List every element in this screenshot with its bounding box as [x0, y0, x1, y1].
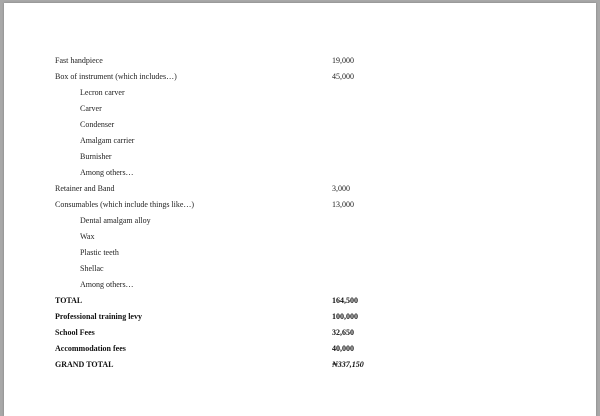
list-item — [4, 101, 596, 117]
total-amount: 164,500 — [332, 296, 358, 305]
list-item — [4, 213, 596, 229]
total-row — [4, 325, 596, 341]
item-label: Box of instrument (which includes…) — [55, 72, 177, 81]
grand-total-amount: ₦337,150 — [332, 360, 364, 369]
item-label: Consumables (which include things like…) — [55, 200, 195, 209]
list-item — [4, 165, 596, 181]
total-amount: 32,650 — [332, 328, 354, 337]
item-label: Retainer and Band — [55, 184, 115, 193]
list-item — [4, 85, 596, 101]
grand-total-row — [4, 357, 596, 373]
list-item — [4, 133, 596, 149]
item-label: Fast handpiece — [55, 56, 103, 65]
item-label: Wax — [80, 232, 95, 241]
item-label: Dental amalgam alloy — [80, 216, 151, 225]
item-amount: 45,000 — [332, 72, 354, 81]
item-label: Among others… — [80, 168, 134, 177]
item-amount: 3,000 — [332, 184, 350, 193]
total-label: Professional training levy — [55, 312, 142, 321]
total-row — [4, 309, 596, 325]
item-label: Plastic teeth — [80, 248, 119, 257]
item-label: Shellac — [80, 264, 104, 273]
item-label: Condenser — [80, 120, 115, 129]
item-label: Amalgam carrier — [80, 136, 135, 145]
item-label: Lecron carver — [80, 88, 125, 97]
item-label: Among others… — [80, 280, 134, 289]
item-amount: 13,000 — [332, 200, 354, 209]
total-label: School Fees — [55, 328, 95, 337]
list-item — [4, 149, 596, 165]
list-item — [4, 261, 596, 277]
list-item — [4, 197, 596, 213]
document-page — [4, 3, 596, 416]
list-item — [4, 53, 596, 69]
list-item — [4, 245, 596, 261]
total-row — [4, 293, 596, 309]
total-amount: 40,000 — [332, 344, 354, 353]
total-row — [4, 341, 596, 357]
total-amount: 100,000 — [332, 312, 358, 321]
list-item — [4, 277, 596, 293]
item-label: Carver — [80, 104, 102, 113]
item-label: Burnisher — [80, 152, 112, 161]
grand-total-label: GRAND TOTAL — [55, 360, 114, 369]
total-label: TOTAL — [55, 296, 83, 305]
list-item — [4, 181, 596, 197]
list-item — [4, 69, 596, 85]
list-item — [4, 117, 596, 133]
item-amount: 19,000 — [332, 56, 354, 65]
list-item — [4, 229, 596, 245]
total-label: Accommodation fees — [55, 344, 126, 353]
